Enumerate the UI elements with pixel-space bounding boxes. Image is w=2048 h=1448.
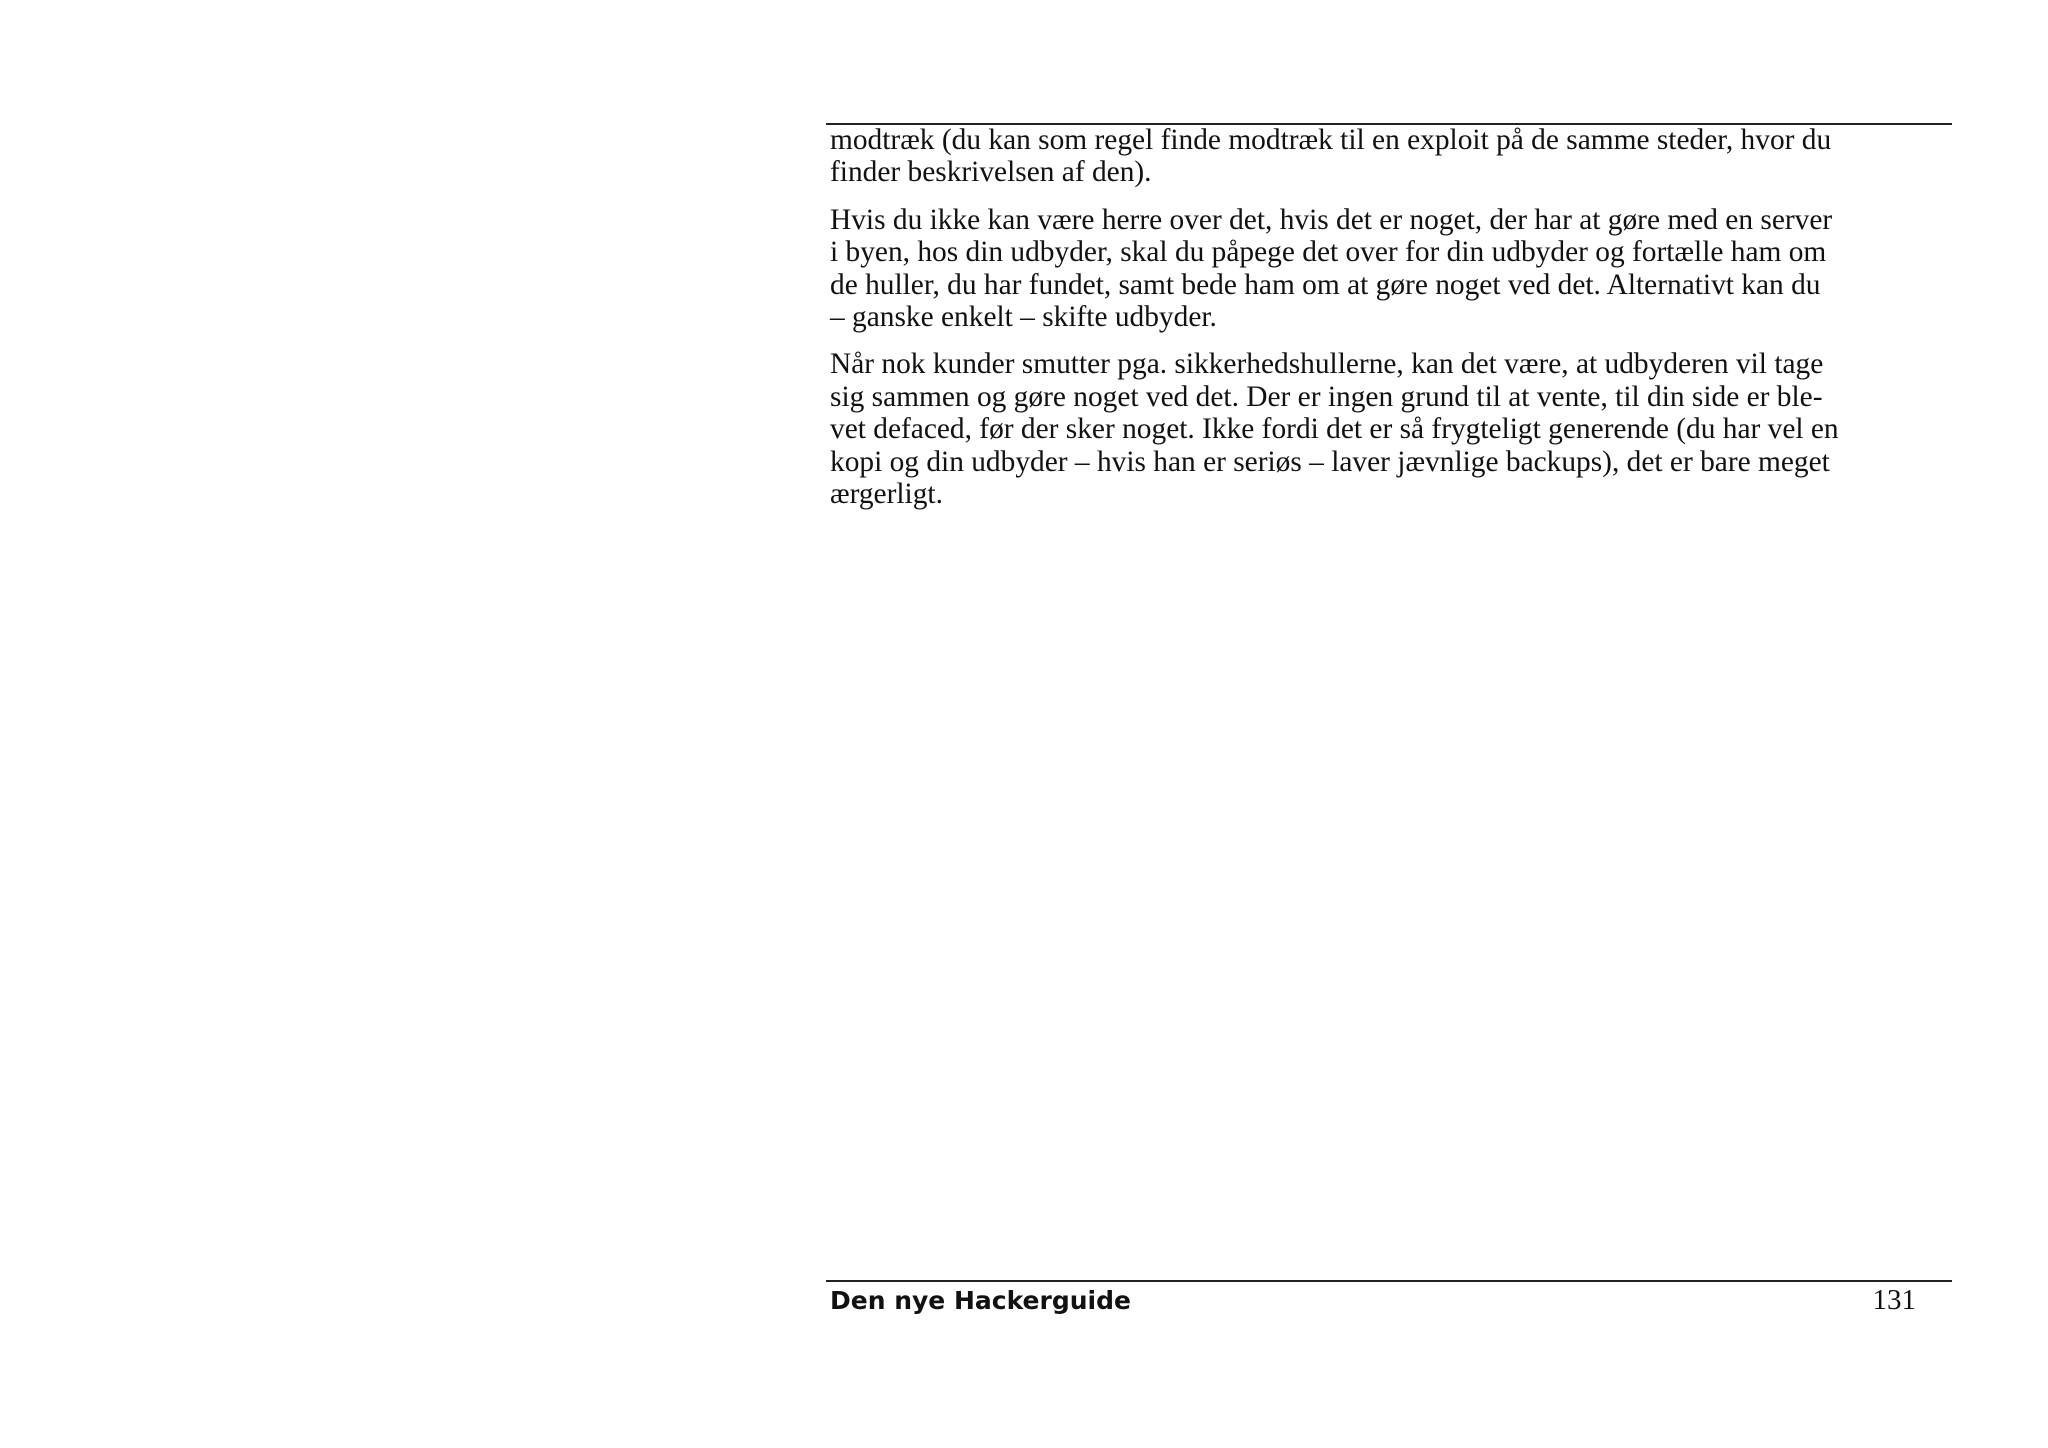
paragraph-3: Når nok kunder smutter pga. sikkerhedshullerne, kan det være, at udbyderen vil tage sig sammen og gøre noget ved det. Der er ingen grund til at vente, til din side er ble- vet defaced, før der sker noget. Ikke fordi det er så frygteligt generende (du har vel en kopi og din udbyder – hvis han er seriøs – laver jævnlige backups), det er bare meget ærgerligt. bbox=[830, 348, 1839, 511]
paragraph-1: modtræk (du kan som regel finde modtræk til en exploit på de samme steder, hvor du finder beskrivelsen af den). bbox=[830, 124, 1832, 189]
paragraph-2: Hvis du ikke kan være herre over det, hvis det er noget, der har at gøre med en server i byen, hos din udbyder, skal du påpege det over for din udbyder og fortælle ham om de huller, du har fundet, samt bede ham om at gøre noget ved det. Alternativt kan du – ganske enkelt – skifte udbyder. bbox=[830, 203, 1833, 334]
body-text-column bbox=[830, 124, 1952, 525]
page-number: 131 bbox=[1872, 1284, 1916, 1316]
footer-book-title: Den nye Hackerguide bbox=[830, 1286, 1131, 1315]
footer-rule bbox=[826, 1280, 1952, 1282]
